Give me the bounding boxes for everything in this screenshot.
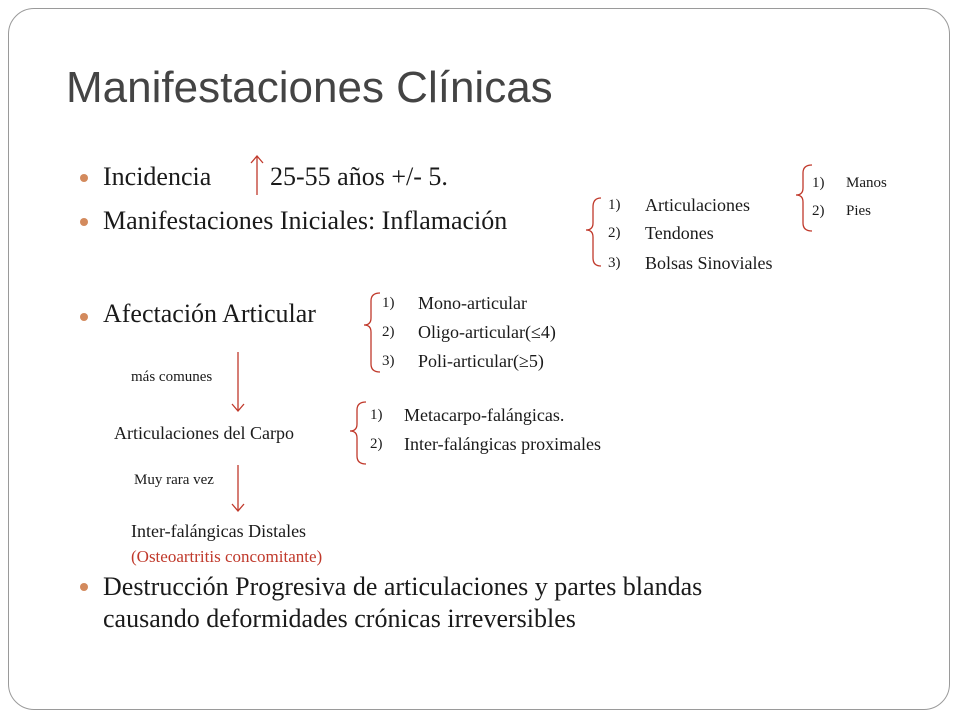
afectacion-label: Afectación Articular [103, 299, 316, 328]
list-item-num: 2) [812, 203, 825, 219]
flow-label-muy-rara-vez: Muy rara vez [134, 472, 214, 488]
brace-icon [350, 402, 366, 464]
list-item-num: 1) [382, 295, 395, 311]
list-item: Articulaciones [645, 195, 750, 215]
list-item: Oligo-articular(≤4) [418, 322, 556, 342]
list-item: Mono-articular [418, 293, 527, 313]
destruccion-line2: causando deformidades crónicas irreversibles [103, 604, 576, 633]
list-item: Bolsas Sinoviales [645, 253, 773, 273]
list-item-num: 3) [382, 353, 395, 369]
list-item-num: 1) [370, 407, 383, 423]
list-item-num: 2) [370, 436, 383, 452]
manifestaciones-label: Manifestaciones Iniciales: Inflamación [103, 206, 508, 235]
flow-node-carpo: Articulaciones del Carpo [114, 423, 294, 443]
list-item-num: 2) [382, 324, 395, 340]
brace-icon [796, 165, 812, 231]
incidencia-label: Incidencia [103, 162, 212, 191]
destruccion-line1: Destrucción Progresiva de articulaciones y partes blandas [103, 572, 703, 601]
list-item: Poli-articular(≥5) [418, 351, 544, 371]
incidencia-value: 25-55 años +/- 5. [270, 162, 448, 191]
brace-icon [364, 293, 380, 372]
list-item-num: 1) [608, 197, 621, 213]
list-item: Metacarpo-falángicas. [404, 405, 565, 425]
list-item: Pies [846, 203, 872, 219]
flow-label-mas-comunes: más comunes [131, 369, 213, 385]
list-item-num: 1) [812, 175, 825, 191]
flow-note-osteoartritis: (Osteoartritis concomitante) [131, 547, 323, 566]
list-item-num: 2) [608, 225, 621, 241]
list-item: Tendones [645, 223, 714, 243]
up-arrow-icon [251, 156, 263, 195]
brace-icon [586, 198, 601, 266]
down-arrow-icon [232, 352, 244, 411]
slide-title: Manifestaciones Clínicas [66, 63, 553, 112]
flow-node-distales: Inter-falángicas Distales [131, 521, 307, 541]
down-arrow-icon [232, 465, 244, 511]
list-item: Manos [846, 175, 887, 191]
list-item-num: 3) [608, 255, 621, 271]
list-item: Inter-falángicas proximales [404, 434, 602, 454]
